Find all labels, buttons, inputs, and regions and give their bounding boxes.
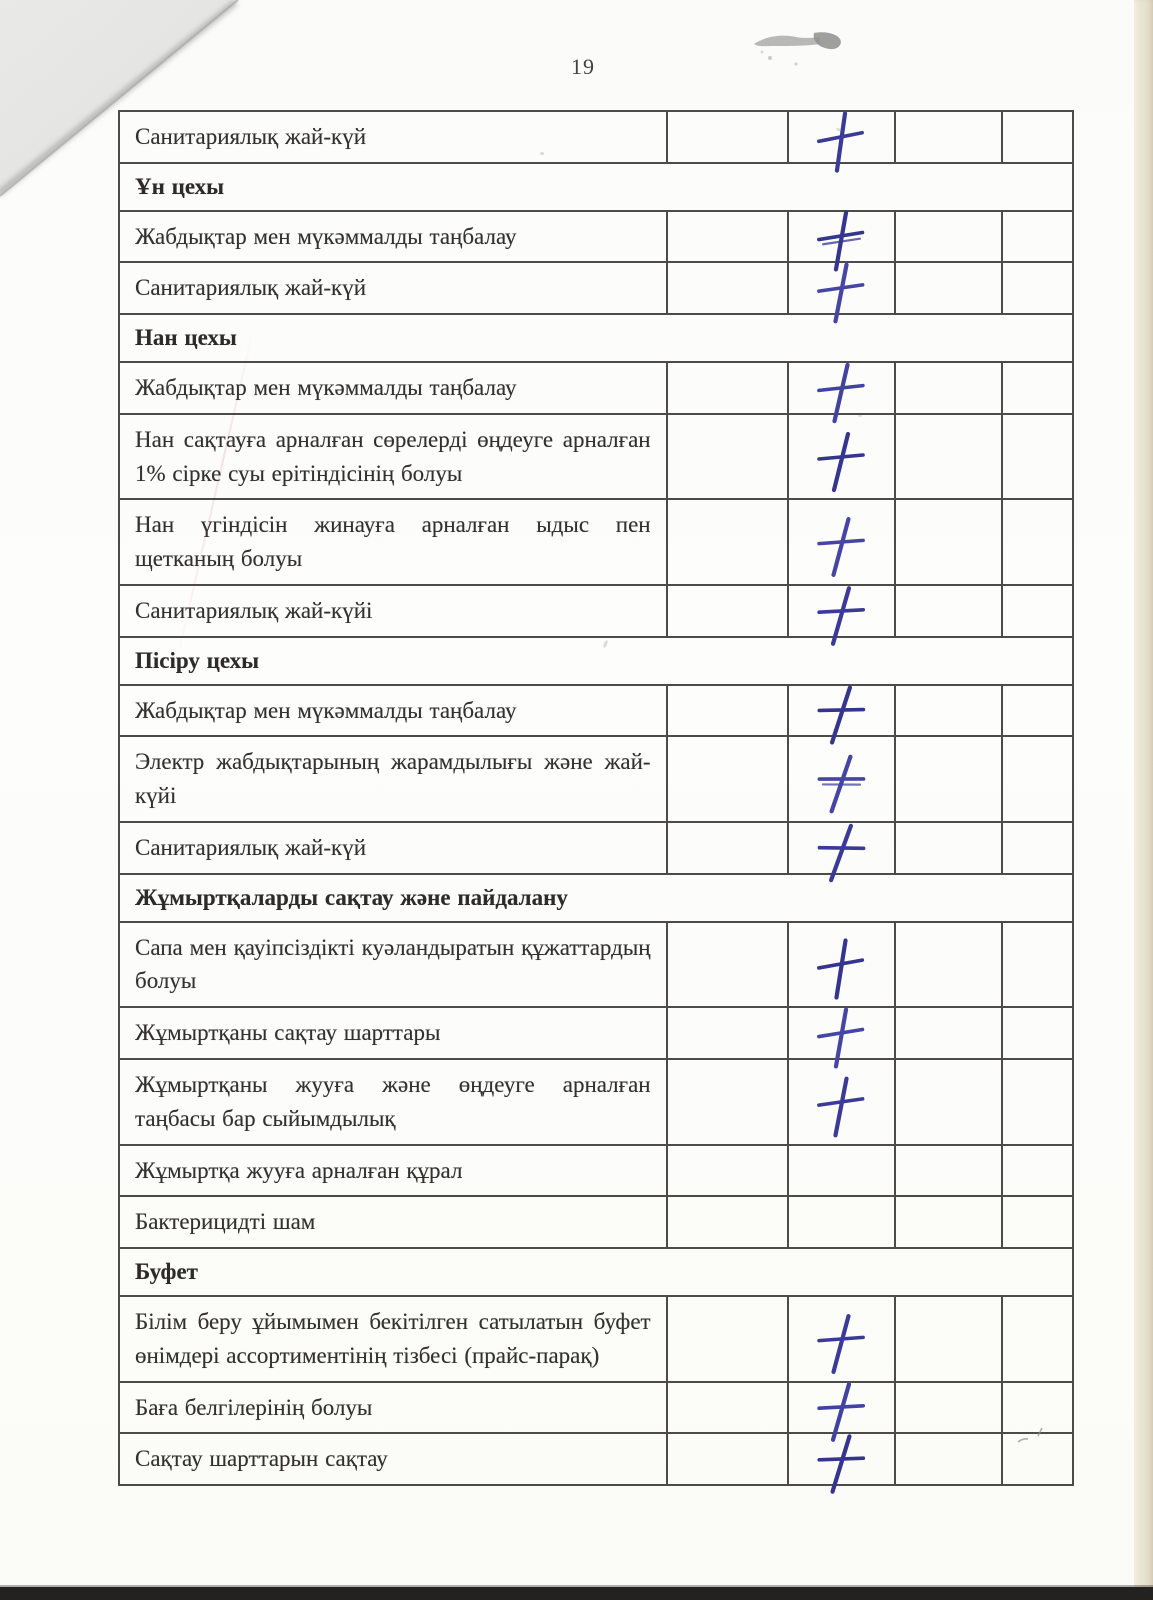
empty-cell [667,822,788,874]
check-mark-icon [814,516,869,579]
scan-edge-strip [1134,0,1153,1592]
row-label: Жабдықтар мен мүкәммалды таңбалау [119,685,667,737]
empty-cell [667,1145,788,1197]
row-label: Нан үгіндісін жинауға арналған ыдыс пен щетканың болуы [119,499,667,585]
empty-cell [895,822,1003,874]
check-cell [788,262,895,314]
empty-cell [895,211,1003,263]
ink-smudge [748,24,848,75]
check-cell [788,362,895,414]
check-cell [788,1059,895,1145]
table-row [119,111,1073,163]
empty-cell [895,736,1003,822]
check-mark-icon [813,584,869,648]
empty-cell [667,414,788,500]
check-cell [788,1296,895,1382]
section-row [119,874,1073,922]
empty-cell [1002,585,1073,637]
check-mark-icon [812,936,871,1002]
empty-cell [1002,362,1073,414]
empty-cell [667,111,788,163]
section-title: Нан цехы [119,314,1073,362]
empty-cell [1002,822,1073,874]
table-row [119,1145,1073,1197]
empty-cell [1002,736,1073,822]
row-label: Жұмыртқаны сақтау шарттары [119,1007,667,1059]
row-label: Электр жабдықтарының жарамдылығы және жай-күйі [119,736,667,822]
empty-cell [667,211,788,263]
empty-cell [667,736,788,822]
table-row [119,1059,1073,1145]
check-cell [788,585,895,637]
row-label: Санитариялық жай-күй [119,111,667,163]
row-label: Жабдықтар мен мүкәммалды таңбалау [119,362,667,414]
table-row [119,499,1073,585]
section-title: Ұн цехы [119,163,1073,211]
empty-cell [667,1296,788,1382]
empty-cell [1002,1296,1073,1382]
row-label: Баға белгілерінің болуы [119,1382,667,1434]
empty-cell [1002,262,1073,314]
check-cell [788,1007,895,1059]
empty-cell [667,1059,788,1145]
row-label: Жұмыртқа жууға арналған құрал [119,1145,667,1197]
check-mark-icon [813,1074,870,1139]
section-title: Жұмыртқаларды сақтау және пайдалану [119,874,1073,922]
empty-cell [1002,1007,1073,1059]
table-row [119,736,1073,822]
row-label: Бактерицидті шам [119,1196,667,1248]
section-title: Пісіру цехы [119,637,1073,685]
table-row [119,414,1073,500]
check-mark-icon [812,683,870,749]
scan-bottom-edge [0,1587,1153,1600]
row-label: Сапа мен қауіпсіздікті куәландыратын құжаттардың болуы [119,922,667,1008]
table-body [119,111,1073,1485]
check-cell [788,736,895,822]
row-label: Білім беру ұйымымен бекітілген сатылатын буфет өнімдері ассортиментінің тізбесі (прайс-парақ) [119,1296,667,1382]
check-mark-icon [814,431,868,493]
empty-cell [667,499,788,585]
empty-cell [1002,1145,1073,1197]
table-row [119,1007,1073,1059]
table-row [119,211,1073,263]
row-label: Нан сақтауға арналған сөрелерді өңдеуге арналған 1% сірке суы ерітіндісінің болуы [119,414,667,500]
check-mark-icon [813,1432,870,1497]
empty-cell [1002,211,1073,263]
pencil-mark [1014,1424,1054,1455]
empty-cell [895,414,1003,500]
empty-cell [895,685,1003,737]
empty-cell [895,585,1003,637]
check-mark-icon [811,819,871,886]
check-mark-icon [814,361,869,424]
section-row [119,163,1073,211]
empty-cell [1002,1196,1073,1248]
empty-cell [1002,111,1073,163]
empty-cell [895,1007,1003,1059]
empty-cell [1002,1059,1073,1145]
row-label: Санитариялық жай-күй [119,822,667,874]
empty-cell [667,585,788,637]
empty-cell [1002,499,1073,585]
check-cell [788,414,895,500]
check-cell [788,111,895,163]
table-row [119,1382,1073,1434]
empty-cell [667,1007,788,1059]
page-number: 19 [571,54,595,79]
empty-cell [895,1196,1003,1248]
empty-cell [667,685,788,737]
check-cell [788,922,895,1008]
table-row [119,362,1073,414]
table-row [119,822,1073,874]
table-row [119,1296,1073,1382]
empty-cell [667,1433,788,1485]
row-label: Жабдықтар мен мүкәммалды таңбалау [119,211,667,263]
table-row [119,922,1073,1008]
empty-cell [895,1296,1003,1382]
empty-cell [1002,922,1073,1008]
check-cell [788,1145,895,1197]
empty-cell [895,1059,1003,1145]
empty-cell [895,922,1003,1008]
check-mark-icon [812,751,871,817]
row-label: Жұмыртқаны жууға және өңдеуге арналған таңбасы бар сыйымдылық [119,1059,667,1145]
empty-cell [895,1433,1003,1485]
table-row [119,1433,1073,1485]
empty-cell [667,362,788,414]
empty-cell [895,262,1003,314]
empty-cell [1002,414,1073,500]
table-row [119,1196,1073,1248]
check-cell [788,1382,895,1434]
check-mark-icon [813,261,870,326]
row-label: Санитариялық жай-күй [119,262,667,314]
section-row [119,1248,1073,1296]
empty-cell [667,922,788,1008]
section-row [119,314,1073,362]
check-cell [788,499,895,585]
empty-cell [895,1145,1003,1197]
empty-cell [1002,685,1073,737]
check-cell [788,822,895,874]
table-row [119,262,1073,314]
section-row [119,637,1073,685]
empty-cell [895,499,1003,585]
check-mark-icon [814,1312,869,1375]
empty-cell [667,1382,788,1434]
check-cell [788,1196,895,1248]
inspection-checklist-table [118,110,1074,1486]
empty-cell [895,362,1003,414]
empty-cell [667,1196,788,1248]
check-mark-icon [811,108,871,175]
check-cell [788,211,895,263]
row-label: Сақтау шарттарын сақтау [119,1433,667,1485]
table-row [119,585,1073,637]
check-cell [788,685,895,737]
empty-cell [895,1382,1003,1434]
check-mark-icon [812,1005,870,1071]
row-label: Санитариялық жай-күйі [119,585,667,637]
empty-cell [667,262,788,314]
empty-cell [895,111,1003,163]
section-title: Буфет [119,1248,1073,1296]
check-cell [788,1433,895,1485]
table-row [119,685,1073,737]
